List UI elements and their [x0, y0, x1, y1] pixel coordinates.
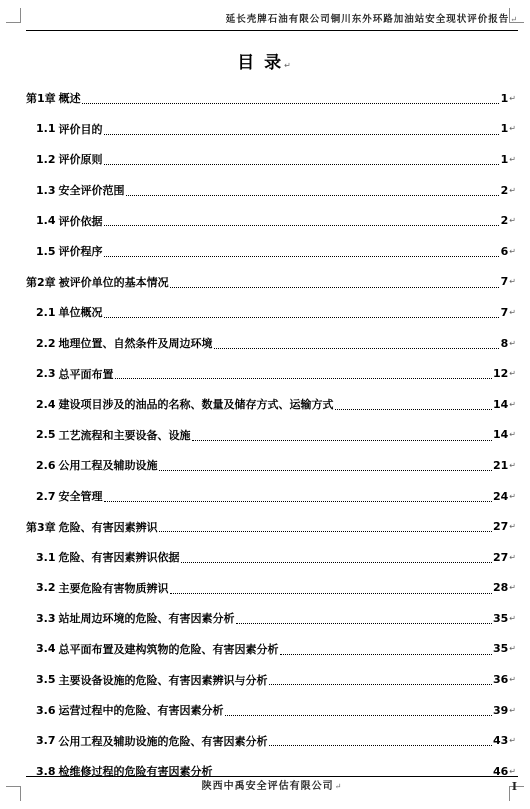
toc-entry-number: 3.1	[36, 550, 56, 564]
dot-leader	[335, 399, 492, 410]
toc-section-entry[interactable]	[26, 236, 516, 267]
toc-entry-page: 1	[500, 122, 509, 136]
dot-leader	[115, 368, 492, 379]
paragraph-mark-icon: ↵	[510, 15, 518, 24]
toc-entry-page: 1	[500, 152, 509, 166]
toc-section-entry[interactable]	[26, 328, 516, 359]
paragraph-mark-icon: ↵	[509, 552, 516, 562]
toc-entry-label: 检维修过程的危险有害因素分析	[58, 765, 213, 779]
paragraph-mark-icon: ↵	[509, 399, 516, 409]
toc-section-entry[interactable]	[26, 481, 516, 512]
toc-entry-page: 21	[492, 458, 509, 472]
toc-entry-page: 12	[492, 367, 509, 381]
toc-entry-label: 运营过程中的危险、有害因素分析	[58, 704, 224, 718]
footer-company	[26, 777, 518, 797]
toc-entry-number: 2.3	[36, 367, 56, 381]
toc-entry-number: 3.6	[36, 703, 56, 717]
dot-leader	[104, 491, 492, 502]
toc-entry-page: 24	[492, 489, 509, 503]
toc-title	[0, 48, 530, 73]
toc-entry-label: 危险、有害因素辨识	[58, 520, 158, 534]
toc-entry-number: 2.4	[36, 397, 56, 411]
toc-entry-label: 工艺流程和主要设备、设施	[58, 428, 191, 442]
dot-leader	[192, 430, 492, 441]
toc-entry-label: 总平面布置	[58, 367, 114, 381]
paragraph-mark-icon: ↵	[509, 124, 516, 134]
toc-chapter-entry[interactable]	[26, 83, 516, 114]
dot-leader	[82, 93, 500, 104]
paragraph-mark-icon: ↵	[509, 246, 516, 256]
paragraph-mark-icon: ↵	[509, 705, 516, 715]
footer-company-text: 陕西中禹安全评估有限公司	[201, 781, 334, 792]
paragraph-mark-icon: ↵	[509, 185, 516, 195]
toc-entry-page: 1	[500, 91, 509, 105]
toc-entry-page: 7	[500, 305, 509, 319]
toc-entry-label: 危险、有害因素辨识依据	[58, 551, 180, 565]
toc-entry-label: 总平面布置及建构筑物的危险、有害因素分析	[58, 642, 279, 656]
toc-entry-page: 35	[492, 642, 509, 656]
toc-entry-page: 8	[500, 336, 509, 350]
toc-entry-number: 3.5	[36, 673, 56, 687]
toc-entry-page: 14	[492, 428, 509, 442]
toc-entry-page: 39	[492, 703, 509, 717]
table-of-contents	[26, 83, 516, 787]
dot-leader	[104, 154, 500, 165]
toc-section-entry[interactable]	[26, 175, 516, 206]
toc-entry-number: 1.5	[36, 244, 56, 258]
paragraph-mark-icon: ↵	[509, 277, 516, 287]
paragraph-mark-icon: ↵	[509, 338, 516, 348]
toc-entry-page: 7	[500, 275, 509, 289]
toc-entry-label: 主要设备设施的危险、有害因素辨识与分析	[58, 673, 268, 687]
toc-entry-number: 3.7	[36, 734, 56, 748]
toc-entry-page: 14	[492, 397, 509, 411]
header-text: 延长壳牌石油有限公司铜川东外环路加油站安全现状评价报告	[225, 14, 510, 25]
dot-leader	[126, 185, 500, 196]
toc-entry-label: 单位概况	[58, 306, 103, 320]
paragraph-mark-icon: ↵	[509, 583, 516, 593]
toc-entry-page: 35	[492, 611, 509, 625]
toc-section-entry[interactable]	[26, 420, 516, 451]
paragraph-mark-icon: ↵	[509, 154, 516, 164]
paragraph-mark-icon: ↵	[509, 216, 516, 226]
dot-leader	[181, 552, 492, 563]
toc-section-entry[interactable]	[26, 144, 516, 175]
paragraph-mark-icon: ↵	[509, 613, 516, 623]
toc-section-entry[interactable]	[26, 725, 516, 756]
toc-section-entry[interactable]	[26, 297, 516, 328]
toc-entry-number: 2.2	[36, 336, 56, 350]
toc-entry-number: 第1章	[26, 92, 56, 106]
paragraph-mark-icon: ↵	[509, 522, 516, 532]
toc-entry-page: 27	[492, 520, 509, 534]
toc-entry-page: 46	[492, 764, 509, 778]
dot-leader	[170, 583, 492, 594]
toc-entry-number: 2.6	[36, 458, 56, 472]
toc-entry-page: 43	[492, 734, 509, 748]
toc-entry-number: 第2章	[26, 275, 56, 289]
toc-section-entry[interactable]	[26, 664, 516, 695]
toc-section-entry[interactable]	[26, 542, 516, 573]
toc-section-entry[interactable]	[26, 695, 516, 726]
paragraph-mark-icon: ↵	[509, 766, 516, 776]
toc-entry-number: 3.2	[36, 581, 56, 595]
paragraph-mark-icon: ↵	[509, 460, 516, 470]
paragraph-mark-icon: ↵	[509, 93, 516, 103]
dot-leader	[104, 124, 500, 135]
dot-leader	[269, 674, 492, 685]
toc-entry-label: 评价程序	[58, 245, 103, 259]
dot-leader	[269, 735, 492, 746]
toc-section-entry[interactable]	[26, 358, 516, 389]
toc-chapter-entry[interactable]	[26, 511, 516, 542]
corner-mark-top-left	[6, 8, 21, 23]
footer-page-number: I	[511, 780, 518, 793]
toc-section-entry[interactable]	[26, 389, 516, 420]
toc-entry-number: 2.5	[36, 428, 56, 442]
toc-section-entry[interactable]	[26, 114, 516, 145]
dot-leader	[104, 215, 500, 226]
toc-section-entry[interactable]	[26, 205, 516, 236]
paragraph-mark-icon: ↵	[509, 307, 516, 317]
toc-entry-label: 公用工程及辅助设施的危险、有害因素分析	[58, 734, 268, 748]
toc-chapter-entry[interactable]	[26, 267, 516, 298]
dot-leader	[280, 644, 492, 655]
paragraph-mark-icon: ↵	[334, 782, 343, 791]
toc-entry-label: 地理位置、自然条件及周边环境	[58, 337, 213, 351]
toc-entry-page: 27	[492, 550, 509, 564]
toc-entry-page: 36	[492, 673, 509, 687]
toc-entry-label: 安全管理	[58, 490, 103, 504]
page-header	[26, 10, 518, 31]
toc-section-entry[interactable]	[26, 450, 516, 481]
paragraph-mark-icon: ↵	[509, 675, 516, 685]
toc-entry-label: 被评价单位的基本情况	[58, 275, 169, 289]
dot-leader	[104, 246, 500, 257]
toc-entry-number: 1.1	[36, 122, 56, 136]
toc-entry-number: 1.4	[36, 214, 56, 228]
paragraph-mark-icon: ↵	[509, 491, 516, 501]
toc-entry-number: 1.3	[36, 183, 56, 197]
page-footer	[26, 776, 518, 797]
paragraph-mark-icon: ↵	[509, 736, 516, 746]
dot-leader	[104, 307, 500, 318]
toc-entry-label: 主要危险有害物质辨识	[58, 581, 169, 595]
toc-entry-label: 公用工程及辅助设施	[58, 459, 158, 473]
toc-entry-label: 评价原则	[58, 153, 103, 167]
toc-entry-page: 2	[500, 214, 509, 228]
toc-entry-label: 站址周边环境的危险、有害因素分析	[58, 612, 235, 626]
toc-entry-label: 评价目的	[58, 122, 103, 136]
dot-leader	[236, 613, 492, 624]
toc-entry-number: 3.3	[36, 611, 56, 625]
toc-entry-page: 28	[492, 581, 509, 595]
dot-leader	[225, 705, 492, 716]
dot-leader	[159, 460, 492, 471]
toc-entry-label: 概述	[58, 92, 81, 106]
paragraph-mark-icon: ↵	[509, 430, 516, 440]
toc-title-text: 目 录	[237, 53, 284, 73]
paragraph-mark-icon: ↵	[284, 61, 293, 70]
toc-entry-number: 2.7	[36, 489, 56, 503]
toc-entry-number: 第3章	[26, 520, 56, 534]
dot-leader	[214, 338, 500, 349]
paragraph-mark-icon: ↵	[509, 369, 516, 379]
toc-entry-label: 评价依据	[58, 214, 103, 228]
toc-entry-page: 2	[500, 183, 509, 197]
toc-entry-label: 建设项目涉及的油品的名称、数量及储存方式、运输方式	[58, 398, 334, 412]
toc-section-entry[interactable]	[26, 603, 516, 634]
toc-section-entry[interactable]	[26, 573, 516, 604]
corner-mark-bottom-left	[6, 786, 21, 801]
paragraph-mark-icon: ↵	[509, 644, 516, 654]
toc-section-entry[interactable]	[26, 634, 516, 665]
toc-entry-number: 1.2	[36, 152, 56, 166]
toc-entry-page: 6	[500, 244, 509, 258]
dot-leader	[159, 521, 492, 532]
toc-entry-number: 2.1	[36, 305, 56, 319]
toc-entry-number: 3.8	[36, 764, 56, 778]
dot-leader	[170, 277, 500, 288]
toc-entry-label: 安全评价范围	[58, 184, 125, 198]
toc-entry-number: 3.4	[36, 642, 56, 656]
